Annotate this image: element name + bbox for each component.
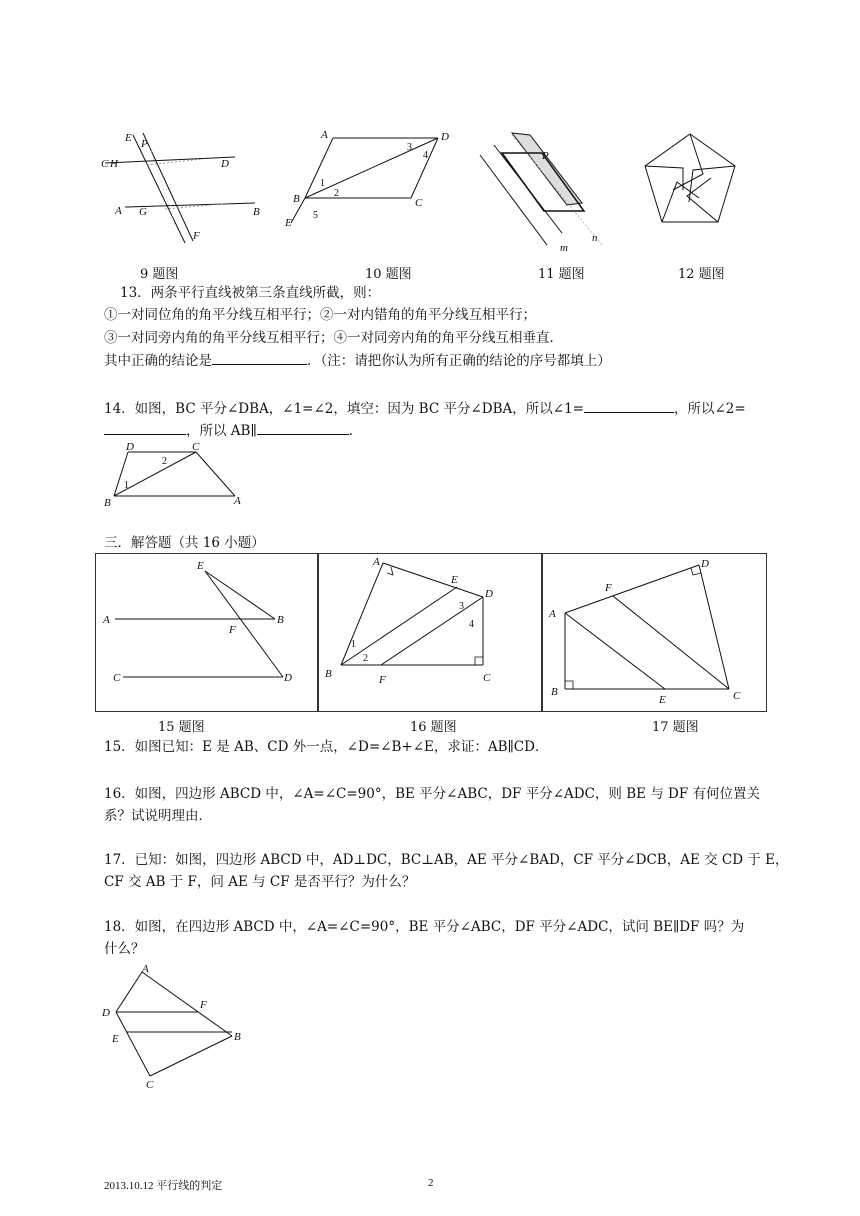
q13-line1: 13．两条平行直线被第三条直线所截，则： <box>120 285 381 301</box>
figure-14 <box>100 438 250 508</box>
q13-suffix: ．（注：请把你认为所有正确的结论的序号都填上） <box>307 353 611 369</box>
fig16-label-D: D <box>485 588 493 600</box>
fig17-label-A: A <box>549 608 556 620</box>
figure-17 <box>541 553 765 710</box>
fig16-label-3: 3 <box>459 601 464 612</box>
fig14-label-D: D <box>126 441 134 453</box>
fig10-label-E: E <box>285 217 292 229</box>
fig10-label-B: B <box>293 193 300 205</box>
fig10-label-C: C <box>415 197 423 209</box>
footer-left: 2013.10.12 平行线的判定 <box>104 1180 223 1192</box>
fig10-label-5: 5 <box>313 210 318 221</box>
fig16-label-2: 2 <box>363 653 368 664</box>
fig10-label-2: 2 <box>334 188 339 199</box>
fig17-label-F: F <box>605 582 612 594</box>
fig15-label-D: D <box>284 672 292 684</box>
fig17-label-C: C <box>733 690 741 702</box>
q16-line1: 16．如图，四边形 ABCD 中，∠A=∠C=90°，BE 平分∠ABC，DF 平分∠ADC，则 BE 与 DF 有何位置关 <box>104 786 761 802</box>
q14-line1 <box>104 398 746 419</box>
figure-18 <box>100 962 260 1092</box>
figure-10 <box>283 128 453 228</box>
q18-line1: 18．如图，在四边形 ABCD 中，∠A=∠C=90°，BE 平分∠ABC，DF 平分∠ADC，试问 BE∥DF 吗？为 <box>104 919 745 935</box>
figure-9 <box>95 125 275 255</box>
fig17-label-B: B <box>551 686 558 698</box>
fig16-label-E: E <box>451 574 458 586</box>
fig11-label-P: P <box>542 150 549 162</box>
q14-text-d: ． <box>348 423 363 439</box>
fig16-label-1: 1 <box>351 639 356 650</box>
figure-11 <box>472 125 612 255</box>
fig18-label-C: C <box>146 1079 154 1091</box>
q13-prefix: 其中正确的结论是 <box>104 353 212 369</box>
fig16-label-4: 4 <box>469 619 474 630</box>
figure-16 <box>317 553 541 710</box>
fig9-label-F: F <box>193 230 200 242</box>
q13-answer-blank[interactable] <box>212 350 307 365</box>
fig16-label-A: A <box>373 556 380 568</box>
q14-text-b: ，所以∠2= <box>674 401 746 417</box>
figure-15 <box>95 553 317 710</box>
q14-text-c: ，所以 AB∥ <box>186 423 257 439</box>
fig18-label-D: D <box>102 1007 110 1019</box>
q14-blank-2[interactable] <box>104 420 186 435</box>
fig14-label-2: 2 <box>162 456 167 467</box>
q14-text-a: 14．如图，BC 平分∠DBA，∠1=∠2，填空：因为 BC 平分∠DBA，所以∠1= <box>104 401 584 417</box>
fig18-label-B: B <box>234 1031 241 1043</box>
figure-12 <box>643 130 743 230</box>
fig9-label-E: E <box>125 132 132 144</box>
fig18-label-A: A <box>142 963 149 975</box>
fig9-label-B: B <box>253 206 260 218</box>
fig16-label-B: B <box>325 668 332 680</box>
caption-fig11: 11 题图 <box>538 267 585 282</box>
caption-fig17: 17 题图 <box>652 720 699 735</box>
fig9-label-H: H <box>110 158 118 170</box>
q14-blank-3[interactable] <box>257 420 349 435</box>
section-3-heading: 三．解答题（共 16 小题） <box>104 535 265 551</box>
fig11-label-n: n <box>592 232 598 244</box>
fig9-label-P: P <box>141 138 148 150</box>
fig16-label-C: C <box>483 672 491 684</box>
page-number: 2 <box>428 1177 434 1189</box>
q18-line2: 什么？ <box>104 941 145 957</box>
fig16-label-F: F <box>379 674 386 686</box>
fig14-label-A: A <box>234 495 241 507</box>
fig15-label-A: A <box>103 614 110 626</box>
fig10-label-D: D <box>441 131 449 143</box>
q13-line2: ①一对同位角的角平分线互相平行；②一对内错角的角平分线互相平行； <box>104 307 536 323</box>
caption-fig9: 9 题图 <box>140 267 179 282</box>
caption-fig15: 15 题图 <box>158 720 205 735</box>
fig17-label-D: D <box>701 558 709 570</box>
fig15-label-C: C <box>113 672 121 684</box>
fig15-label-F: F <box>229 624 236 636</box>
caption-fig12: 12 题图 <box>678 267 725 282</box>
fig10-label-A: A <box>321 129 328 141</box>
q13-line4 <box>104 350 611 371</box>
fig9-label-G: G <box>139 206 147 218</box>
fig14-label-1: 1 <box>124 480 129 491</box>
caption-fig16: 16 题图 <box>410 720 457 735</box>
fig18-label-F: F <box>200 999 207 1011</box>
q17-line1: 17．已知：如图，四边形 ABCD 中，AD⊥DC，BC⊥AB，AE 平分∠BAD，CF 平分∠DCB，AE 交 CD 于 E， <box>104 852 789 868</box>
fig9-label-A: A <box>115 205 122 217</box>
fig15-label-B: B <box>277 614 284 626</box>
fig15-label-E: E <box>197 560 204 572</box>
fig10-label-3: 3 <box>407 142 412 153</box>
fig9-label-D: D <box>221 158 229 170</box>
fig14-label-B: B <box>104 497 111 509</box>
fig10-label-4: 4 <box>423 150 428 161</box>
fig9-label-C: C <box>101 158 109 170</box>
fig18-label-E: E <box>112 1033 119 1045</box>
q13-line3: ③一对同旁内角的角平分线互相平行；④一对同旁内角的角平分线互相垂直． <box>104 330 563 346</box>
q14-blank-1[interactable] <box>584 398 674 413</box>
fig17-label-E: E <box>659 694 666 706</box>
q16-line2: 系？试说明理由． <box>104 808 212 824</box>
caption-fig10: 10 题图 <box>365 267 412 282</box>
fig14-label-C: C <box>192 441 200 453</box>
fig11-label-m: m <box>560 242 568 254</box>
q17-line2: CF 交 AB 于 F，问 AE 与 CF 是否平行？为什么？ <box>104 874 416 890</box>
q15: 15．如图已知：E 是 AB、CD 外一点，∠D=∠B+∠E，求证：AB∥CD． <box>104 739 549 755</box>
fig10-label-1: 1 <box>320 178 325 189</box>
